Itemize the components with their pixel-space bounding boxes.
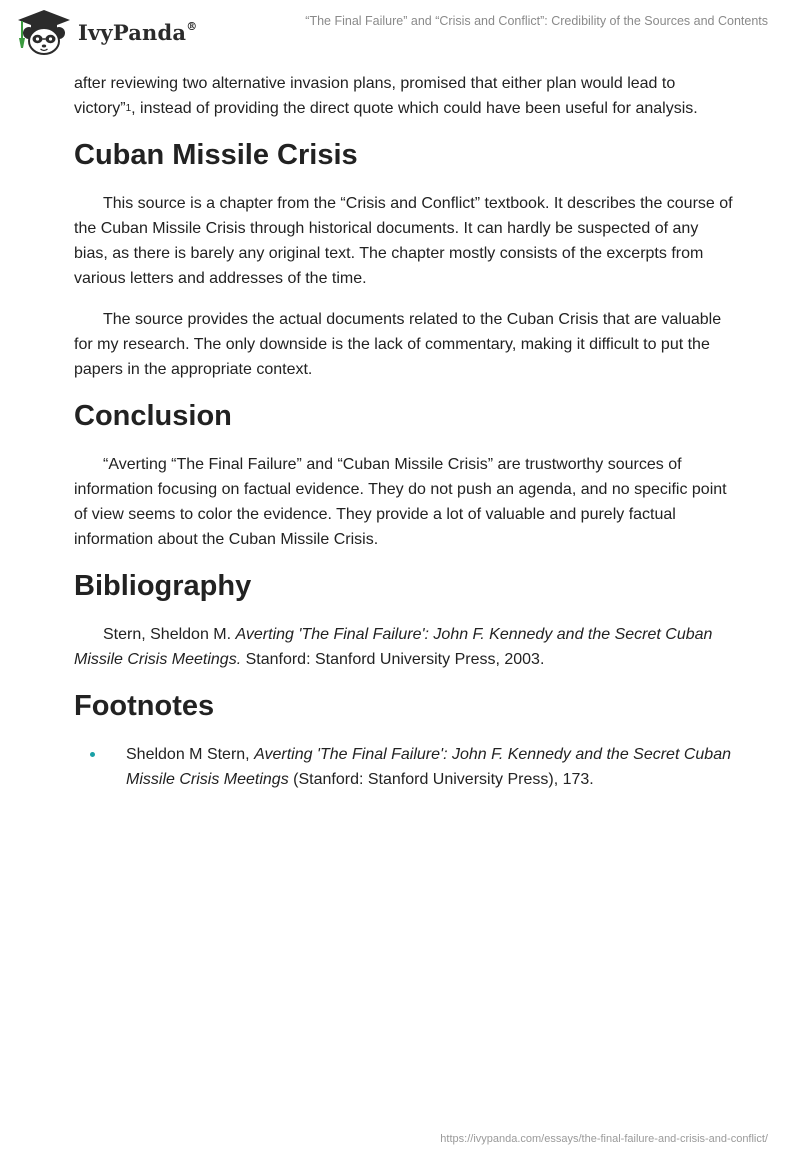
document-title: “The Final Failure” and “Crisis and Conflict”: Credibility of the Sources and Contents	[305, 14, 768, 28]
panda-graduate-icon	[14, 8, 74, 56]
page-header	[0, 0, 800, 64]
ivypanda-logo[interactable]	[14, 8, 204, 58]
heading-conclusion: Conclusion	[74, 400, 232, 432]
bullet-icon	[90, 752, 95, 757]
footnote-ref[interactable]: 1	[125, 103, 132, 114]
heading-cuban-missile-crisis: Cuban Missile Crisis	[74, 139, 358, 171]
cuban-paragraph-1: This source is a chapter from the “Crisis and Conflict” textbook. It describes the course of the Cuban Missile Crisis through historical documents. It can hardly be suspected of any bias, as there is barely any original text. The chapter mostly consists of the excerpts from various letters and addresses of the time.	[74, 195, 733, 287]
conclusion-paragraph: “Averting “The Final Failure” and “Cuban Missile Crisis” are trustworthy sources of information focusing on factual evidence. They do not push an agenda, and no specific point of view seems to color the evidence. They provide a lot of valuable and purely factual information about the Cuban Missile Crisis.	[74, 456, 727, 548]
document-body	[74, 71, 734, 792]
heading-bibliography: Bibliography	[74, 570, 252, 602]
logo-wordmark: IvyPanda®	[78, 20, 198, 45]
intro-paragraph: after reviewing two alternative invasion plans, promised that either plan would lead to victory”$^1$, instead of providing the direct quote which could have been useful for analysis.	[74, 75, 698, 117]
footnotes-list	[74, 742, 734, 792]
bibliography-entry: Stern, Sheldon M. Averting 'The Final Failure': John F. Kennedy and the Secret Cuban Missile Crisis Meetings. Stanford: Stanford University Press, 2003.	[74, 626, 713, 668]
cuban-paragraph-2: The source provides the actual documents related to the Cuban Crisis that are valuable for my research. The only downside is the lack of commentary, making it difficult to put the papers in the appropriate context.	[74, 311, 722, 378]
footnote-item: Sheldon M Stern, Averting 'The Final Failure': John F. Kennedy and the Secret Cuban Missile Crisis Meetings (Stanford: Stanford University Press), 173.	[74, 742, 734, 792]
footer-url[interactable]: https://ivypanda.com/essays/the-final-failure-and-crisis-and-conflict/	[440, 1133, 768, 1145]
registered-mark: ®	[186, 20, 198, 33]
heading-footnotes: Footnotes	[74, 690, 215, 722]
